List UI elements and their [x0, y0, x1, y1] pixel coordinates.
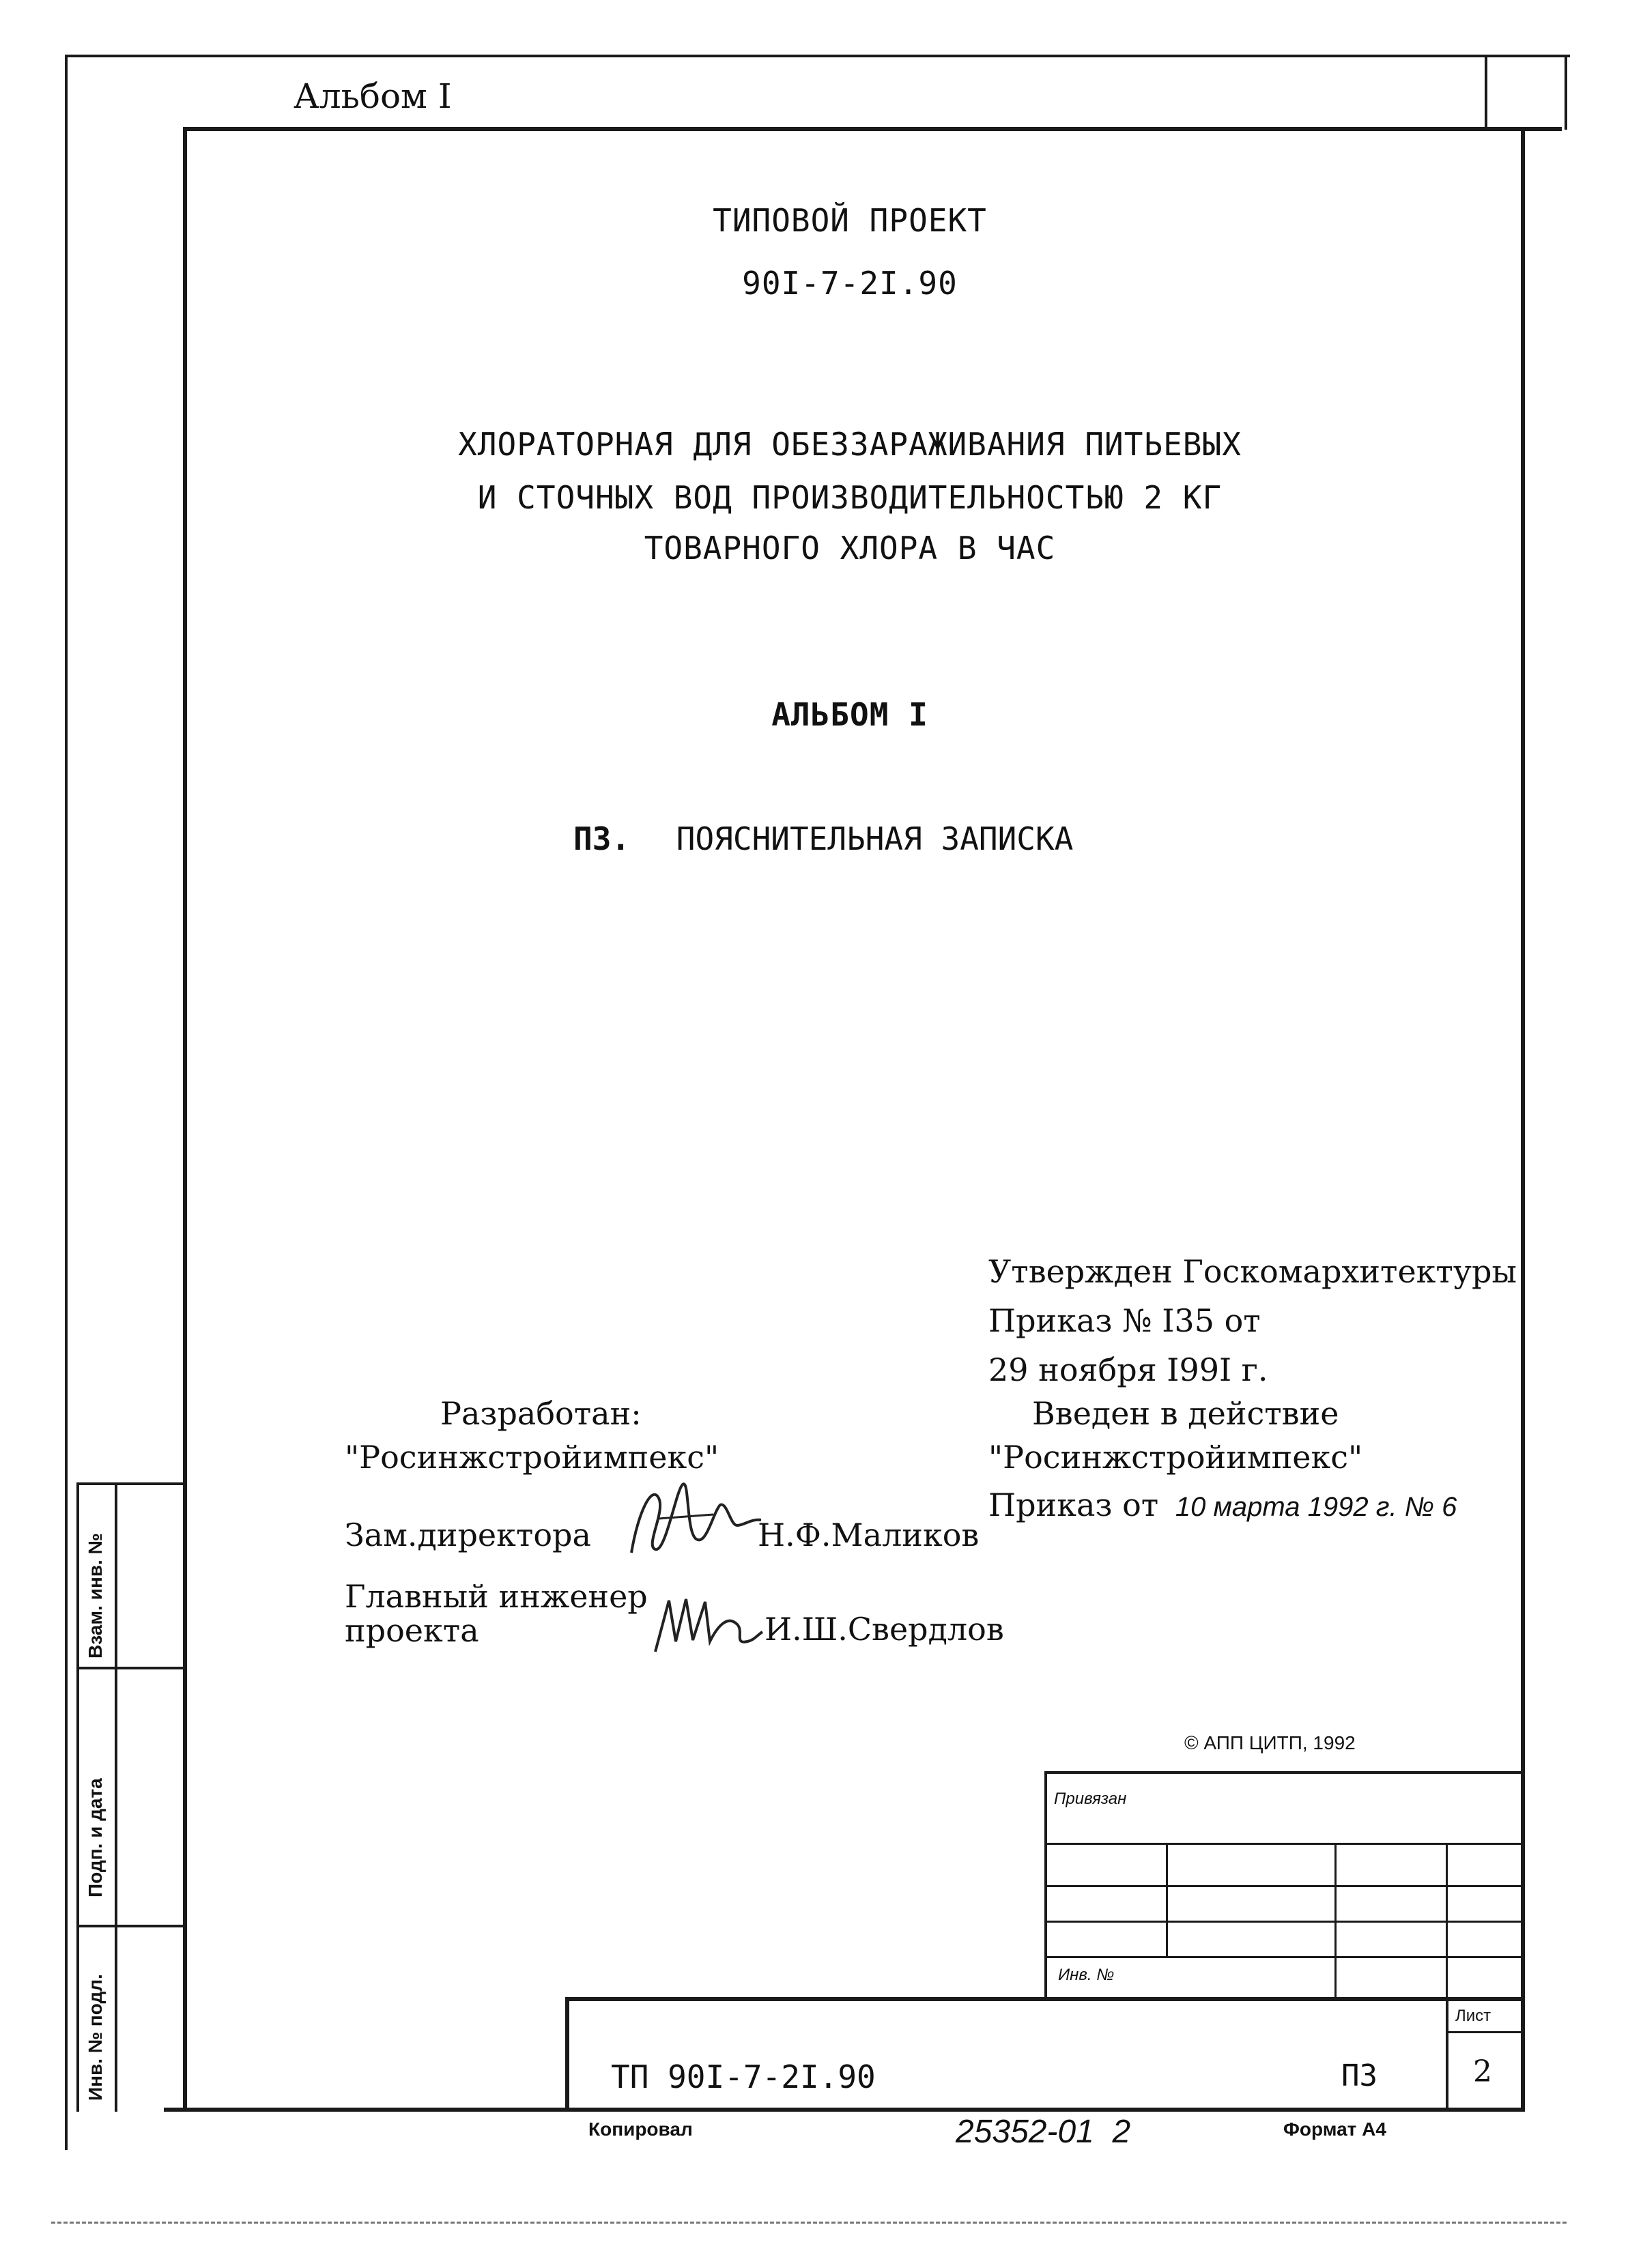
- stamp-doc-code: ТП 90I-7-2I.90: [611, 2058, 876, 2095]
- side-col-top: [76, 1482, 186, 1485]
- footer-format: Формат А4: [1283, 2119, 1386, 2140]
- developed-org: "Росинжстройимпекс": [345, 1439, 719, 1476]
- approval-line-1: Утвержден Госкомархитектуры: [988, 1253, 1517, 1290]
- approval-handwritten-date: 10 марта 1992 г. № 6: [1175, 1492, 1457, 1522]
- stamp-row-1: [1044, 1843, 1522, 1845]
- project-type: ТИПОВОЙ ПРОЕКТ: [713, 202, 987, 239]
- approval-line-3: 29 ноября I99I г.: [988, 1351, 1268, 1388]
- stamp-col-2: [1334, 1843, 1337, 2000]
- title-line-3: ТОВАРНОГО ХЛОРА В ЧАС: [644, 530, 1056, 566]
- main-frame-bottom: [164, 2108, 1525, 2112]
- corner-box-left: [1485, 55, 1487, 130]
- outer-border-top: [65, 55, 1570, 57]
- stamp-main-left: [565, 1997, 569, 2112]
- stamp-row-3: [1044, 1921, 1522, 1923]
- chief-role-2: проекта: [345, 1612, 479, 1649]
- main-frame-left: [183, 127, 187, 2110]
- corner-box-right: [1565, 55, 1567, 130]
- stamp-sheet-label: Лист: [1455, 2007, 1491, 2025]
- approval-line-5: "Росинжстройимпекс": [988, 1439, 1363, 1476]
- stamp-sheet-number: 2: [1473, 2054, 1492, 2089]
- stamp-bound-label: Привязан: [1054, 1790, 1127, 1808]
- stamp-main-top: [565, 1997, 1522, 2001]
- approval-order-label: Приказ от: [988, 1487, 1159, 1523]
- chief-role-1: Главный инженер: [345, 1578, 648, 1615]
- copyright: © АПП ЦИТП, 1992: [1184, 1732, 1356, 1753]
- approval-line-4: Введен в действие: [1032, 1395, 1339, 1432]
- approval-line-6: [988, 1487, 1457, 1523]
- title-line-2: И СТОЧНЫХ ВОД ПРОИЗВОДИТЕЛЬНОСТЬЮ 2 КГ: [477, 479, 1223, 516]
- side-col-div-2: [76, 1925, 186, 1927]
- stamp-col-3: [1446, 1843, 1448, 2000]
- stamp-col-1: [1166, 1843, 1168, 1956]
- side-label-podp: Подп. и дата: [85, 1778, 106, 1897]
- deputy-name: Н.Ф.Маликов: [758, 1517, 980, 1553]
- side-col-left: [76, 1482, 79, 2112]
- album-heading: АЛЬБОМ I: [771, 696, 928, 733]
- side-label-vzam: Взам. инв. №: [85, 1533, 106, 1659]
- footer-handwritten-number: 25352-01 2: [956, 2114, 1131, 2150]
- chief-name: И.Ш.Свердлов: [765, 1611, 1004, 1648]
- stamp-sheet-col: [1446, 1997, 1448, 2112]
- album-label: Альбом I: [294, 76, 452, 116]
- footer-copied: Копировал: [588, 2119, 693, 2140]
- section-name: ПОЯСНИТЕЛЬНАЯ ЗАПИСКА: [676, 820, 1074, 857]
- side-label-inv-podl: Инв. № подл.: [85, 1974, 106, 2101]
- developed-label: Разработан:: [440, 1395, 642, 1432]
- section-heading: [573, 820, 1073, 857]
- deputy-signature: [618, 1471, 768, 1566]
- stamp-upper-top: [1044, 1771, 1522, 1774]
- deputy-role: Зам.директора: [345, 1517, 591, 1553]
- main-frame-top: [183, 127, 1562, 131]
- chief-signature: [645, 1587, 768, 1662]
- stamp-row-4: [1044, 1956, 1522, 1958]
- outer-border-left: [65, 55, 68, 2150]
- project-number: 90I-7-2I.90: [742, 265, 958, 302]
- stamp-row-2: [1044, 1885, 1522, 1887]
- side-col-mid: [115, 1482, 117, 2112]
- main-frame-right: [1521, 127, 1525, 2110]
- stamp-inv-label: Инв. №: [1058, 1966, 1115, 1984]
- title-line-1: ХЛОРАТОРНАЯ ДЛЯ ОБЕЗЗАРАЖИВАНИЯ ПИТЬЕВЫХ: [458, 426, 1242, 463]
- sheet-bottom-edge: [51, 2222, 1567, 2224]
- approval-line-2: Приказ № I35 от: [988, 1302, 1261, 1339]
- stamp-sheet-row: [1446, 2031, 1522, 2033]
- stamp-doc-section: ПЗ: [1341, 2058, 1377, 2093]
- side-col-div-1: [76, 1667, 186, 1669]
- section-code: ПЗ.: [573, 820, 631, 857]
